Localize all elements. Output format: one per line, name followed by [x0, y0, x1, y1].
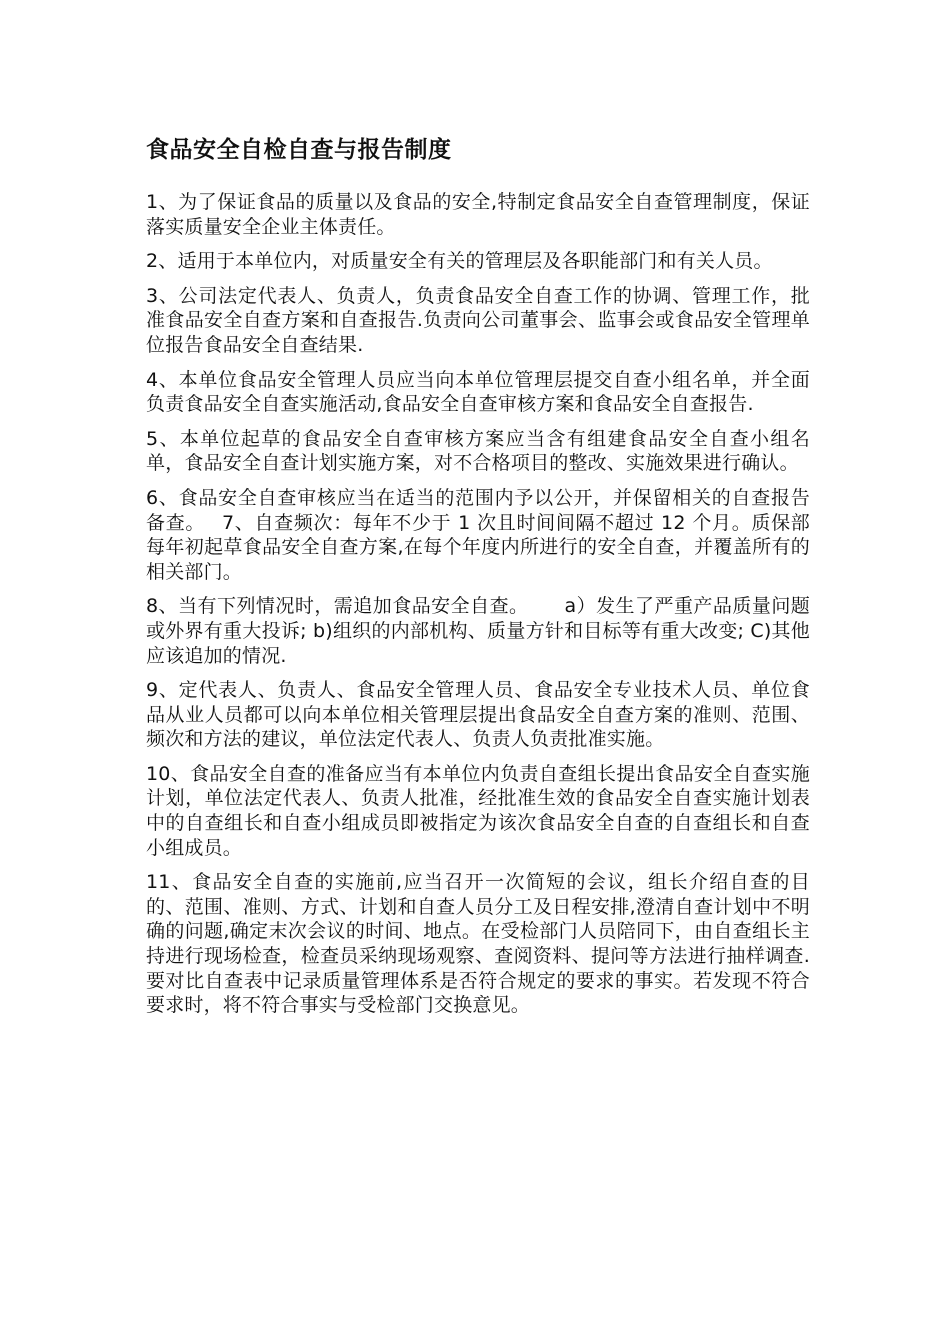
paragraph-2: 2、适用于本单位内，对质量安全有关的管理层及各职能部门和有关人员。	[146, 250, 773, 273]
paragraph-10: 10、食品安全自查的准备应当有本单位内负责自查组长提出食品安全自查实施计划，单位法定代表人、负责人批准，经批准生效的食品安全自查实施计划表中的自查组长和自查小组成员即被指定为该次食品安全自查的自查组长和自查小组成员。	[146, 762, 810, 859]
paragraph-6: 6、食品安全自查审核应当在适当的范围内予以公开，并保留相关的自查报告备查。 7、自查频次：每年不少于 1 次且时间间隔不超过 12 个月。质保部每年初起草食品安全自查方案,在每个年度内所进行的安全自查，并覆盖所有的相关部门。	[146, 486, 810, 583]
paragraph-1: 1、为了保证食品的质量以及食品的安全,特制定食品安全自查管理制度，保证落实质量安全企业主体责任。	[146, 191, 810, 238]
paragraph-5: 5、本单位起草的食品安全自查审核方案应当含有组建食品安全自查小组名单，食品安全自查计划实施方案，对不合格项目的整改、实施效果进行确认。	[146, 427, 810, 475]
paragraph-11: 11、食品安全自查的实施前,应当召开一次简短的会议，组长介绍自查的目的、范围、准则、方式、计划和自查人员分工及日程安排,澄清自查计划中不明确的问题,确定末次会议的时间、地点。在受检部门人员陪同下，由自查组长主持进行现场检查，检查员采纳现场观察、查阅资料、提问等方法进行抽样调查.要对比自查表中记录质量管理体系是否符合规定的要求的事实。若发现不符合要求时，将不符合事实与受检部门交换意见。	[146, 871, 810, 1017]
paragraph-8: 8、当有下列情况时，需追加食品安全自查。 a）发生了严重产品质量问题或外界有重大投诉; b)组织的内部机构、质量方针和目标等有重大改变; C)其他应该追加的情况.	[146, 595, 810, 667]
paragraph-9: 9、定代表人、负责人、食品安全管理人员、食品安全专业技术人员、单位食品从业人员都可以向本单位相关管理层提出食品安全自查方案的准则、范围、频次和方法的建议，单位法定代表人、负责人负责批准实施。	[146, 679, 810, 751]
paragraph-4: 4、本单位食品安全管理人员应当向本单位管理层提交自查小组名单，并全面负责食品安全自查实施活动,食品安全自查审核方案和食品安全自查报告.	[146, 368, 810, 416]
document-title: 食品安全自检自查与报告制度	[146, 137, 452, 163]
paragraph-3: 3、公司法定代表人、负责人，负责食品安全自查工作的协调、管理工作，批准食品安全自查方案和自查报告.负责向公司董事会、监事会或食品安全管理单位报告食品安全自查结果.	[146, 284, 810, 356]
document-body	[146, 132, 810, 1028]
